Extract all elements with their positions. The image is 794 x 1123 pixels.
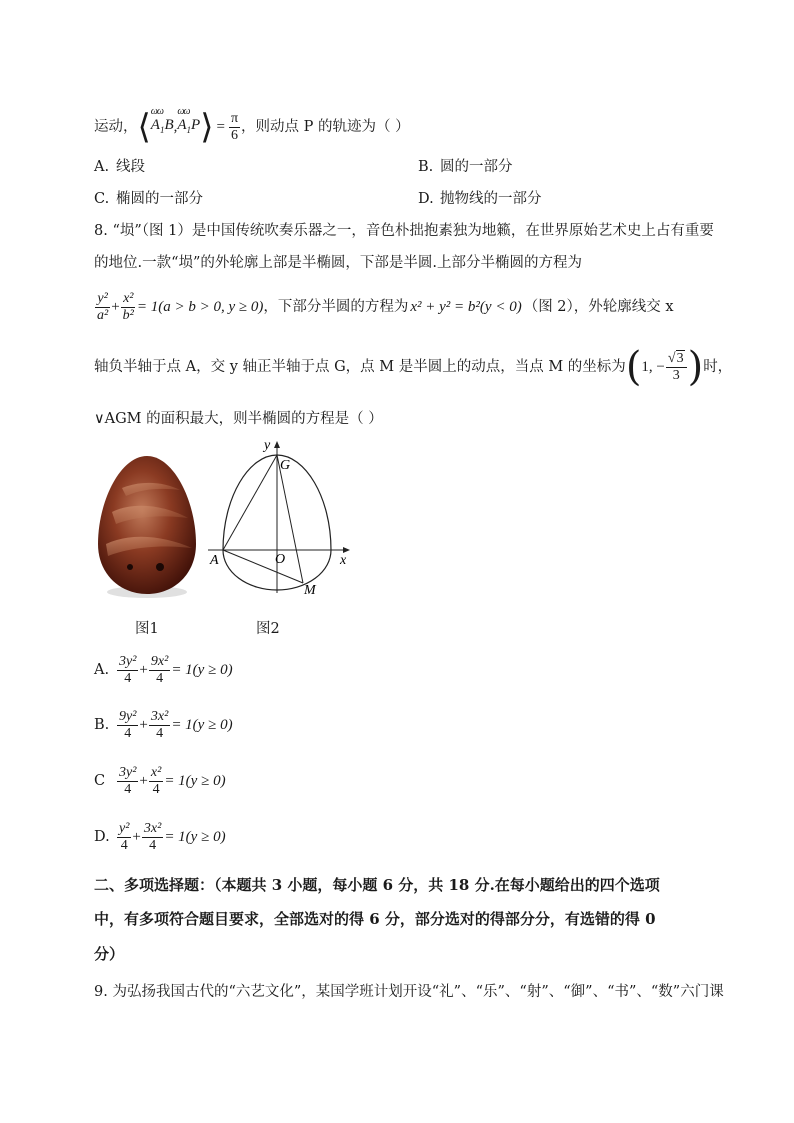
- q8-line3: [94, 287, 674, 327]
- q8-line4-text: 轴负半轴于点 A，交 y 轴正半轴于点 G，点 M 是半圆上的动点，当点 M 的坐标为: [94, 359, 626, 375]
- q8-line1: 8. “埙”（图 1）是中国传统吹奏乐器之一，音色朴拙抱素独为地籁，在世界原始艺术史上占有重要: [94, 223, 714, 239]
- paren-left: (: [625, 344, 642, 390]
- option-label: C: [94, 773, 106, 789]
- frac-y2-a2: [95, 291, 110, 324]
- vector-a1p: [177, 115, 200, 140]
- equals: =: [216, 119, 225, 135]
- plus: +: [132, 829, 141, 845]
- q8-option-b[interactable]: [94, 705, 233, 745]
- label-m: M: [304, 583, 316, 597]
- sqrt3-num: √3: [666, 350, 687, 368]
- y-axis-arrow: [274, 441, 280, 448]
- option-rest: = 1(y ≥ 0): [171, 662, 233, 678]
- q8-line5: ∨AGM 的面积最大，则半椭圆的方程是（ ）: [94, 411, 383, 427]
- angle-bracket-left: ⟨: [137, 107, 151, 147]
- plus: +: [139, 662, 148, 678]
- q7-option-a[interactable]: [94, 157, 145, 177]
- option-rest: = 1(y ≥ 0): [171, 717, 233, 733]
- num-2: x²: [150, 764, 162, 780]
- segment-am: [223, 550, 303, 583]
- plus: +: [111, 299, 120, 315]
- q7-suffix: ，则动点 P 的轨迹为（ ）: [241, 119, 410, 135]
- den-b2: b²: [122, 307, 134, 323]
- vec2-sub: 1: [186, 124, 192, 135]
- vec1-end: B: [164, 116, 174, 133]
- option-label: C.: [94, 191, 110, 207]
- option-label: A.: [94, 159, 110, 175]
- num-y2: y²: [97, 290, 108, 306]
- frac-sqrt3-3: [666, 350, 687, 384]
- frac-1: [117, 765, 138, 798]
- q7-tail-line: [94, 107, 410, 147]
- den-a2: a²: [97, 307, 109, 323]
- q8-option-d[interactable]: [94, 817, 226, 857]
- den-2: 4: [149, 837, 157, 853]
- label-y: y: [264, 438, 271, 453]
- plus: +: [139, 773, 148, 789]
- frac-2: [149, 765, 163, 798]
- frac-1: [117, 709, 138, 742]
- q9-line1: 9. 为弘扬我国古代的“六艺文化”，某国学班计划开设“礼”、“乐”、“射”、“御”、“书”、“数”六门课: [94, 984, 724, 1000]
- num-1: 9y²: [119, 708, 137, 724]
- vec2-end: P: [191, 116, 201, 133]
- coord-x: 1, −: [641, 359, 665, 375]
- q8-line3-end: （图 2），外轮廓线交 x: [523, 299, 674, 315]
- frac-2: [149, 709, 170, 742]
- label-x: x: [340, 553, 347, 568]
- vec2-base: A: [177, 116, 187, 133]
- ellipse-condition: = 1(a > b > 0, y ≥ 0): [136, 299, 264, 315]
- option-rest: = 1(y ≥ 0): [164, 773, 226, 789]
- vec1-sub: 1: [159, 124, 165, 135]
- label-a: A: [210, 553, 219, 568]
- num-2: 9x²: [150, 653, 169, 669]
- option-text: 椭圆的一部分: [116, 191, 203, 207]
- comma: ,: [173, 119, 178, 135]
- frac-2: [149, 654, 170, 687]
- frac-1: [117, 821, 131, 854]
- sqrt-arg: 3: [676, 351, 684, 366]
- den-2: 4: [156, 725, 164, 741]
- q7-option-d[interactable]: [418, 189, 542, 209]
- vec1-base: A: [150, 116, 160, 133]
- q8-line4-end: 时，: [703, 359, 733, 375]
- pi-num: π: [230, 110, 239, 126]
- six-den: 6: [230, 127, 238, 143]
- option-text: 线段: [116, 159, 145, 175]
- angle-bracket-right: ⟩: [200, 107, 214, 147]
- option-label: B.: [94, 717, 110, 733]
- q8-option-c[interactable]: [94, 761, 226, 801]
- option-rest: = 1(y ≥ 0): [164, 829, 226, 845]
- option-text: 抛物线的一部分: [440, 191, 542, 207]
- figure1-caption: 图1: [135, 621, 159, 637]
- frac-x2-b2: [121, 291, 136, 324]
- den-1: 4: [124, 670, 132, 686]
- q7-option-b[interactable]: [418, 157, 513, 177]
- sqrt-den: 3: [672, 368, 680, 383]
- num-1: y²: [119, 820, 130, 836]
- figure2-diagram: [204, 437, 354, 597]
- section2-line2: 中，有多项符合题目要求，全部选对的得 6 分，部分选对的得部分分，有选错的得 0: [94, 910, 656, 928]
- option-label: D.: [94, 829, 110, 845]
- frac-2: [142, 821, 163, 854]
- num-2: 3x²: [150, 708, 169, 724]
- section2-line3: 分）: [94, 945, 125, 963]
- num-x2: x²: [123, 290, 134, 306]
- q8-line2: 的地位.一款“埙”的外轮廓上部是半椭圆，下部是半圆.上部分半椭圆的方程为: [94, 255, 583, 271]
- den-1: 4: [124, 725, 132, 741]
- den-1: 4: [124, 781, 132, 797]
- paren-right: ): [687, 344, 704, 390]
- option-label: A.: [94, 662, 110, 678]
- q7-option-c[interactable]: [94, 189, 203, 209]
- num-1: 3y²: [119, 653, 137, 669]
- num-1: 3y²: [119, 764, 137, 780]
- den-1: 4: [120, 837, 128, 853]
- section2-line1: 二、多项选择题：（本题共 3 小题，每小题 6 分，共 18 分.在每小题给出的四个选项: [94, 876, 660, 894]
- label-o: O: [275, 552, 286, 567]
- q7-prefix: 运动，: [94, 119, 138, 135]
- plus: +: [139, 717, 148, 733]
- pi-over-six: [229, 111, 240, 144]
- den-2: 4: [152, 781, 160, 797]
- vector-a1b: [151, 115, 174, 140]
- circle-equation: x² + y² = b²(y < 0): [410, 299, 522, 315]
- q8-line3-mid: ，下部分半圆的方程为: [263, 299, 409, 315]
- den-2: 4: [156, 670, 164, 686]
- q8-option-a[interactable]: [94, 650, 233, 690]
- figure2-caption: 图2: [256, 621, 280, 637]
- frac-1: [117, 654, 138, 687]
- option-label: D.: [418, 191, 434, 207]
- label-g: G: [280, 458, 291, 473]
- option-text: 圆的一部分: [440, 159, 513, 175]
- option-label: B.: [418, 159, 434, 175]
- num-2: 3x²: [143, 820, 162, 836]
- q8-line4: [94, 345, 732, 389]
- figure1-xun-image: [92, 452, 202, 602]
